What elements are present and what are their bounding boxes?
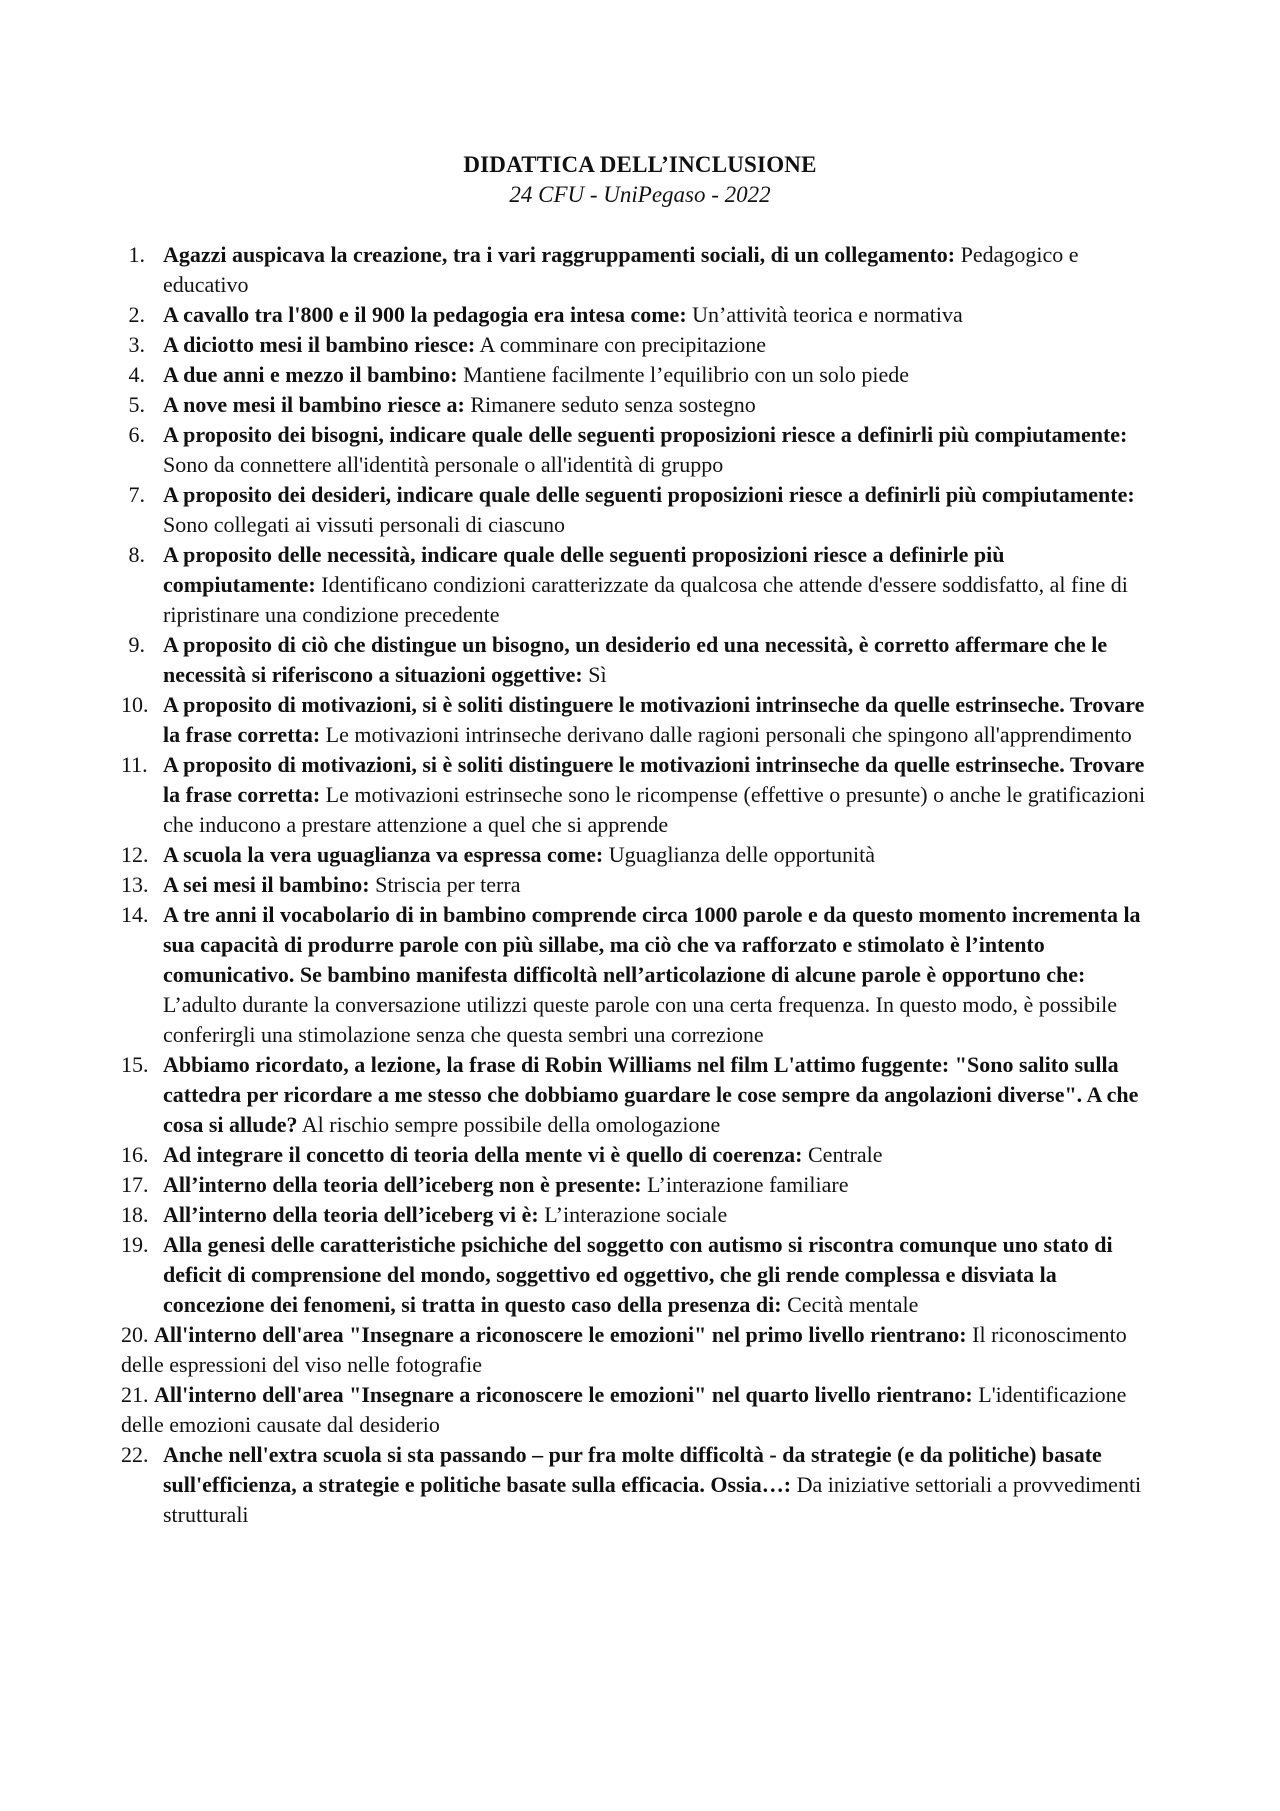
item-wrap	[121, 1320, 1161, 1380]
question-text: Abbiamo ricordato, a lezione, la frase di Robin Williams nel film L'attimo fuggente: "Sono salito sulla cattedra per ricordare a me stesso che dobbiamo guardare le cose sempre da angolazioni diverse". A che cosa si allude?	[163, 1052, 1139, 1137]
question-text: Ad integrare il concetto di teoria della mente vi è quello di coerenza:	[163, 1142, 803, 1167]
question-text: A sei mesi il bambino:	[163, 872, 370, 897]
list-item	[121, 750, 1161, 840]
question-text: A proposito di motivazioni, si è soliti distinguere le motivazioni intrinseche da quelle estrinseche. Trovare la frase corretta:	[163, 752, 1145, 807]
question-text: A proposito delle necessità, indicare quale delle seguenti proposizioni riesce a definirle più compiutamente:	[163, 542, 1005, 597]
answer-text: Al rischio sempre possibile della omologazione	[301, 1112, 721, 1137]
answer-text: L’interazione familiare	[647, 1172, 849, 1197]
list-item	[121, 240, 1161, 300]
item-number: 13.	[121, 872, 149, 897]
answer-text: Identificano condizioni caratterizzate da qualcosa che attende d'essere soddisfatto, al fine di ripristinare una condizione precedente	[163, 572, 1128, 627]
list-item	[121, 1140, 1161, 1170]
item-number: 21.	[121, 1382, 149, 1407]
question-text: A cavallo tra l'800 e il 900 la pedagogia era intesa come:	[163, 302, 687, 327]
list-item	[121, 840, 1161, 870]
item-number: 22.	[121, 1442, 149, 1467]
item-number: 19.	[121, 1232, 149, 1257]
document-subtitle: 24 CFU - UniPegaso - 2022	[509, 182, 771, 207]
question-text: Anche nell'extra scuola si sta passando – pur fra molte difficoltà - da strategie (e da politiche) basate sull'efficienza, a strategie e politiche basate sulla efficacia. Ossia…:	[163, 1442, 1102, 1497]
list-item	[121, 690, 1161, 750]
answer-text: Pedagogico e educativo	[163, 242, 1079, 297]
question-text: All’interno della teoria dell’iceberg non è presente:	[163, 1172, 642, 1197]
list-item	[121, 360, 1161, 390]
list-item	[121, 420, 1161, 480]
question-text: A nove mesi il bambino riesce a:	[163, 392, 465, 417]
document-header	[0, 150, 1280, 210]
answer-text: Sono da connettere all'identità personale o all'identità di gruppo	[163, 452, 724, 477]
list-item	[121, 1320, 1161, 1380]
item-number: 5.	[128, 392, 145, 417]
answer-text: Cecità mentale	[787, 1292, 919, 1317]
item-number: 7.	[128, 482, 145, 507]
question-text: A due anni e mezzo il bambino:	[163, 362, 458, 387]
answer-text: Mantiene facilmente l’equilibrio con un solo piede	[463, 362, 910, 387]
list-item	[121, 1050, 1161, 1140]
answer-text: Le motivazioni intrinseche derivano dalle ragioni personali che spingono all'apprendimento	[325, 722, 1132, 747]
list-item	[121, 1230, 1161, 1320]
answer-text: Un’attività teorica e normativa	[692, 302, 963, 327]
question-text: A proposito dei bisogni, indicare quale delle seguenti proposizioni riesce a definirli più compiutamente:	[163, 422, 1128, 447]
list-item	[121, 300, 1161, 330]
question-text: A proposito di ciò che distingue un bisogno, un desiderio ed una necessità, è corretto affermare che le necessità si riferiscono a situazioni oggettive:	[163, 632, 1108, 687]
answer-text: L’adulto durante la conversazione utilizzi queste parole con una certa frequenza. In questo modo, è possibile conferirgli una stimolazione senza che questa sembri una correzione	[163, 992, 1118, 1047]
answer-text: Striscia per terra	[375, 872, 521, 897]
item-number: 18.	[121, 1202, 149, 1227]
item-number: 15.	[121, 1052, 149, 1077]
list-item	[121, 1380, 1161, 1440]
item-number: 8.	[128, 542, 145, 567]
item-number: 2.	[128, 302, 145, 327]
item-number: 6.	[128, 422, 145, 447]
item-number: 1.	[128, 242, 145, 267]
answer-text: Centrale	[808, 1142, 883, 1167]
item-number: 14.	[121, 902, 149, 927]
list-item	[121, 480, 1161, 540]
answer-text: Il riconoscimento delle espressioni del viso nelle fotografie	[121, 1322, 1127, 1377]
item-number: 17.	[121, 1172, 149, 1197]
answer-text: L'identificazione delle emozioni causate dal desiderio	[121, 1382, 1127, 1437]
item-number: 10.	[121, 692, 149, 717]
answer-text: Sì	[588, 662, 607, 687]
item-number: 3.	[128, 332, 145, 357]
item-number: 12.	[121, 842, 149, 867]
answer-text: A comminare con precipitazione	[479, 332, 767, 357]
item-number: 11.	[121, 752, 148, 777]
answer-text: Le motivazioni estrinseche sono le ricompense (effettive o presunte) o anche le gratificazioni che inducono a prestare attenzione a quel che si apprende	[163, 782, 1146, 837]
question-text: Agazzi auspicava la creazione, tra i vari raggruppamenti sociali, di un collegamento:	[163, 242, 956, 267]
answer-text: Uguaglianza delle opportunità	[608, 842, 876, 867]
question-text: All'interno dell'area "Insegnare a riconoscere le emozioni" nel quarto livello rientrano:	[154, 1382, 973, 1407]
question-text: A scuola la vera uguaglianza va espressa come:	[163, 842, 604, 867]
document-title: DIDATTICA DELL’INCLUSIONE	[463, 152, 817, 177]
list-item	[121, 1200, 1161, 1230]
list-item	[121, 870, 1161, 900]
question-text: A tre anni il vocabolario di in bambino comprende circa 1000 parole e da questo momento incrementa la sua capacità di produrre parole con più sillabe, ma ciò che va rafforzato e stimolato è l’intento comunicativo. Se bambino manifesta difficoltà nell’articolazione di alcune parole è opportuno che:	[163, 902, 1141, 987]
question-answer-list	[121, 240, 1161, 1530]
list-item	[121, 390, 1161, 420]
list-item	[121, 900, 1161, 1050]
question-text: All’interno della teoria dell’iceberg vi è:	[163, 1202, 539, 1227]
item-number: 9.	[128, 632, 145, 657]
answer-text: Sono collegati ai vissuti personali di ciascuno	[163, 512, 566, 537]
question-text: A diciotto mesi il bambino riesce:	[163, 332, 476, 357]
answer-text: Rimanere seduto senza sostegno	[470, 392, 756, 417]
list-item	[121, 630, 1161, 690]
question-text: Alla genesi delle caratteristiche psichiche del soggetto con autismo si riscontra comunque uno stato di deficit di comprensione del mondo, soggettivo ed oggettivo, che gli rende complessa e disviata la concezione dei fenomeni, si tratta in questo caso della presenza di:	[163, 1232, 1113, 1317]
list-item	[121, 1440, 1161, 1530]
list-item	[121, 540, 1161, 630]
list-item	[121, 330, 1161, 360]
item-number: 4.	[128, 362, 145, 387]
item-number: 20.	[121, 1322, 149, 1347]
question-text: A proposito dei desideri, indicare quale delle seguenti proposizioni riesce a definirli più compiutamente:	[163, 482, 1135, 507]
question-text: All'interno dell'area "Insegnare a riconoscere le emozioni" nel primo livello rientrano:	[154, 1322, 967, 1347]
question-text: A proposito di motivazioni, si è soliti distinguere le motivazioni intrinseche da quelle estrinseche. Trovare la frase corretta:	[163, 692, 1145, 747]
item-wrap	[121, 1380, 1161, 1440]
answer-text: Da iniziative settoriali a provvedimenti strutturali	[163, 1472, 1142, 1527]
list-item	[121, 1170, 1161, 1200]
item-number: 16.	[121, 1142, 149, 1167]
answer-text: L’interazione sociale	[544, 1202, 728, 1227]
